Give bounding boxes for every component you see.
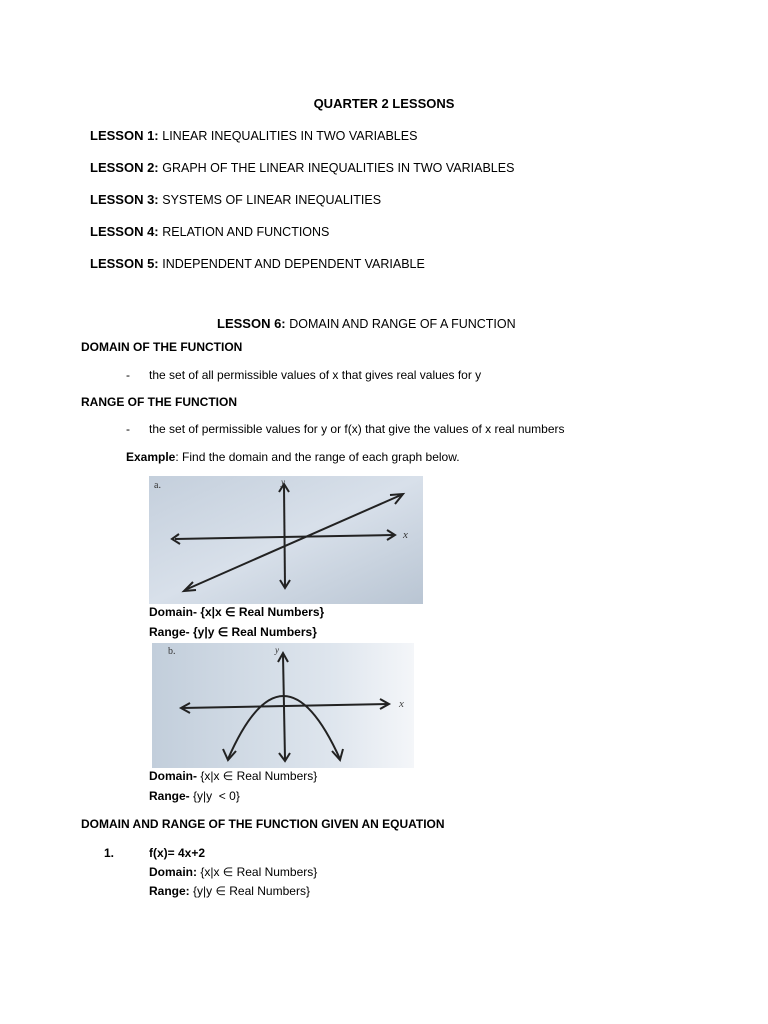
lesson-text: GRAPH OF THE LINEAR INEQUALITIES IN TWO VARIABLES: [162, 161, 515, 175]
range-value: {y|y < 0}: [189, 789, 240, 803]
graph-b-domain: [149, 769, 317, 783]
domain-label: Domain:: [149, 865, 197, 879]
lesson-label: LESSON 6:: [217, 316, 286, 331]
lesson-label: LESSON 5:: [90, 256, 159, 271]
lesson-text: DOMAIN AND RANGE OF A FUNCTION: [289, 317, 516, 331]
domain-value: {x|x ∈ Real Numbers}: [197, 769, 318, 783]
lesson-text: SYSTEMS OF LINEAR INEQUALITIES: [162, 193, 382, 207]
lesson-label: LESSON 2:: [90, 160, 159, 175]
graph-b-image: [152, 643, 414, 768]
x-axis-label: x: [399, 698, 404, 710]
equation-range: [149, 884, 310, 898]
graph-tag: a.: [154, 480, 161, 491]
lesson-text: LINEAR INEQUALITIES IN TWO VARIABLES: [162, 129, 418, 143]
domain-value: {x|x ∈ Real Numbers}: [197, 605, 325, 619]
range-label: Range-: [149, 789, 190, 803]
lesson-2: [90, 160, 514, 175]
graph-a-range: [149, 625, 317, 639]
domain-label: Domain-: [149, 605, 197, 619]
lesson-label: LESSON 3:: [90, 192, 159, 207]
graph-a-image: [149, 476, 423, 604]
equation: f(x)= 4x+2: [149, 846, 206, 860]
domain-label: Domain-: [149, 769, 197, 783]
lesson-label: LESSON 1:: [90, 128, 159, 143]
domain-heading: DOMAIN OF THE FUNCTION: [81, 340, 243, 354]
lesson-label: LESSON 4:: [90, 224, 159, 239]
range-label: Range:: [149, 884, 190, 898]
domain-definition: the set of all permissible values of x that gives real values for y: [149, 368, 482, 382]
lesson-4: [90, 224, 329, 239]
lesson-text: INDEPENDENT AND DEPENDENT VARIABLE: [162, 257, 425, 271]
y-axis-label: y: [275, 645, 279, 655]
graph-b-range: [149, 789, 240, 803]
y-axis: [284, 486, 285, 586]
range-label: Range-: [149, 625, 190, 639]
bullet-dash: -: [126, 368, 130, 382]
lesson-text: RELATION AND FUNCTIONS: [162, 225, 330, 239]
example-text: : Find the domain and the range of each graph below.: [175, 450, 460, 464]
equation-domain: [149, 865, 317, 879]
example-line: [126, 450, 460, 464]
lesson-6-heading: [217, 316, 516, 331]
domain-value: {x|x ∈ Real Numbers}: [197, 865, 318, 879]
range-value: {y|y ∈ Real Numbers}: [189, 884, 310, 898]
x-axis-label: x: [403, 529, 408, 541]
lesson-1: [90, 128, 417, 143]
bullet-dash: -: [126, 422, 130, 436]
range-heading: RANGE OF THE FUNCTION: [81, 395, 237, 409]
range-value: {y|y ∈ Real Numbers}: [189, 625, 317, 639]
item-number: 1.: [104, 846, 115, 860]
graph-tag: b.: [168, 646, 176, 657]
lesson-3: [90, 192, 381, 207]
page-title: QUARTER 2 LESSONS: [313, 96, 455, 111]
range-definition: the set of permissible values for y or f(x) that give the values of x real numbers: [149, 422, 565, 436]
graph-a-domain: [149, 605, 324, 619]
example-label: Example: [126, 450, 176, 464]
y-axis-label: y: [281, 477, 285, 487]
lesson-5: [90, 256, 425, 271]
equation-heading: DOMAIN AND RANGE OF THE FUNCTION GIVEN AN EQUATION: [81, 817, 445, 831]
